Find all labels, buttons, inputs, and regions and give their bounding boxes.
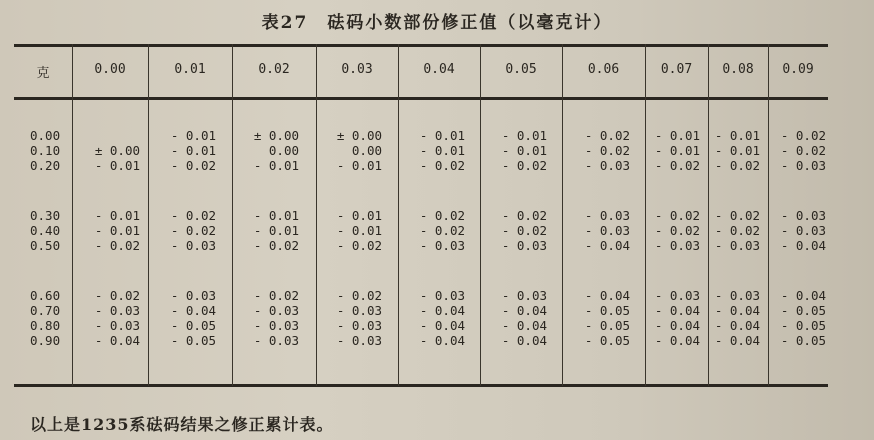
table-cell: 0.00 [351,143,382,158]
table-cell: - 0.03 [501,288,547,303]
table-cell: - 0.03 [336,318,382,333]
table-cell: - 0.03 [501,238,547,253]
table-cell: - 0.04 [501,333,547,348]
table-cell: - 0.04 [94,333,140,348]
table-cell: - 0.03 [336,333,382,348]
table-cell: - 0.05 [780,333,826,348]
table-cell: - 0.01 [654,128,700,143]
header-col: 0.06 [587,62,620,77]
table-cell: - 0.02 [501,158,547,173]
table-cell: - 0.01 [170,143,216,158]
table-cell: - 0.02 [253,238,299,253]
table-cell: - 0.03 [584,158,630,173]
table-cell: - 0.02 [170,208,216,223]
row-label: 0.60 [30,288,61,303]
header-col: 0.01 [174,62,206,77]
table-cell: - 0.03 [170,238,216,253]
table-cell: - 0.04 [419,318,465,333]
table-cell: ± 0.00 [94,143,140,158]
table-cell: - 0.02 [584,128,630,143]
table-cell: - 0.01 [170,128,216,143]
table-cell: - 0.02 [419,208,465,223]
table-cell: - 0.02 [336,238,382,253]
header-col: 0.04 [423,62,455,77]
table-cell: - 0.02 [780,143,826,158]
table-cell: - 0.05 [780,318,826,333]
table-cell: - 0.02 [94,238,140,253]
table-cell: - 0.01 [654,143,700,158]
table-cell: - 0.01 [94,208,140,223]
table-cell: - 0.03 [170,288,216,303]
table-cell: - 0.05 [170,333,216,348]
table-cell: - 0.04 [780,288,826,303]
table-cell: - 0.05 [780,303,826,318]
table-cell: 0.00 [268,143,299,158]
table-cell: - 0.03 [94,303,140,318]
table-cell: - 0.03 [419,238,465,253]
table-cell: - 0.01 [336,158,382,173]
table-cell: ± 0.00 [336,128,382,143]
table-cell: - 0.02 [584,143,630,158]
table-cell: - 0.03 [253,303,299,318]
table-cell: - 0.02 [780,128,826,143]
table-cell: - 0.03 [780,223,826,238]
bottom-rule [14,384,828,387]
table-cell: - 0.02 [419,158,465,173]
table-cell: - 0.03 [780,158,826,173]
table-cell: - 0.04 [584,238,630,253]
table-cell: - 0.04 [584,288,630,303]
table-cell: - 0.02 [654,208,700,223]
table-cell: - 0.04 [714,303,760,318]
table-cell: - 0.05 [584,303,630,318]
table-cell: - 0.02 [714,223,760,238]
header-gram: 克 [36,66,50,81]
table-cell: - 0.02 [501,223,547,238]
table-cell: - 0.01 [336,223,382,238]
table-cell: - 0.04 [780,238,826,253]
row-label: 0.80 [30,318,61,333]
table-cell: - 0.01 [419,143,465,158]
table-cell: - 0.03 [584,208,630,223]
table-cell: - 0.01 [501,143,547,158]
row-label: 0.70 [30,303,61,318]
table-cell: - 0.02 [501,208,547,223]
table-cell: - 0.01 [714,128,760,143]
table-cell: - 0.04 [654,333,700,348]
header-col: 0.09 [782,62,814,77]
table-cell: - 0.01 [253,158,299,173]
table-cell: - 0.04 [170,303,216,318]
row-label: 0.10 [30,143,61,158]
footer-note: 以上是1235系砝码结果之修正累计表。 [30,415,334,434]
row-label: 0.30 [30,208,61,223]
header-col: 0.05 [505,62,537,77]
table-cell: - 0.02 [654,158,700,173]
header-col: 0.08 [722,62,754,77]
table-cell: - 0.01 [253,223,299,238]
row-label: 0.00 [30,128,61,143]
table-cell: - 0.03 [584,223,630,238]
table-cell: - 0.03 [253,333,299,348]
table-cell: - 0.01 [419,128,465,143]
table-cell: - 0.03 [780,208,826,223]
table-cell: - 0.02 [170,223,216,238]
header-col: 0.03 [341,62,373,77]
header-col: 0.07 [660,62,693,77]
table-cell: - 0.02 [714,208,760,223]
table-cell: - 0.01 [253,208,299,223]
table-cell: - 0.03 [253,318,299,333]
top-rule [14,44,828,47]
table-cell: - 0.04 [654,318,700,333]
table-cell: - 0.03 [714,238,760,253]
table-cell: - 0.04 [419,333,465,348]
table-cell: - 0.03 [654,238,700,253]
table-cell: - 0.04 [419,303,465,318]
row-label: 0.20 [30,158,61,173]
table-cell: - 0.01 [501,128,547,143]
table-cell: - 0.04 [501,303,547,318]
table-cell: - 0.03 [714,288,760,303]
table-cell: - 0.04 [714,318,760,333]
table-cell: - 0.02 [170,158,216,173]
header-rule [14,97,828,100]
table-cell: - 0.02 [419,223,465,238]
table-cell: - 0.03 [336,303,382,318]
table-cell: - 0.02 [253,288,299,303]
header-col: 0.00 [94,62,126,77]
table-cell: - 0.02 [654,223,700,238]
table-cell: - 0.01 [94,223,140,238]
row-label: 0.90 [30,333,61,348]
table-cell: - 0.02 [94,288,140,303]
row-label: 0.50 [30,238,61,253]
table-cell: - 0.02 [714,158,760,173]
table-cell: - 0.04 [714,333,760,348]
header-col: 0.02 [258,62,290,77]
table-cell: ± 0.00 [253,128,299,143]
table-cell: - 0.03 [94,318,140,333]
table-cell: - 0.03 [654,288,700,303]
table-title: 表27 砝码小数部份修正值（以毫克计） [261,13,613,33]
table-cell: - 0.04 [501,318,547,333]
table-cell: - 0.04 [654,303,700,318]
row-label: 0.40 [30,223,61,238]
table-cell: - 0.01 [94,158,140,173]
table-cell: - 0.01 [336,208,382,223]
table-cell: - 0.05 [584,318,630,333]
table-cell: - 0.01 [714,143,760,158]
table-cell: - 0.02 [336,288,382,303]
table-cell: - 0.03 [419,288,465,303]
table-cell: - 0.05 [584,333,630,348]
table-cell: - 0.05 [170,318,216,333]
